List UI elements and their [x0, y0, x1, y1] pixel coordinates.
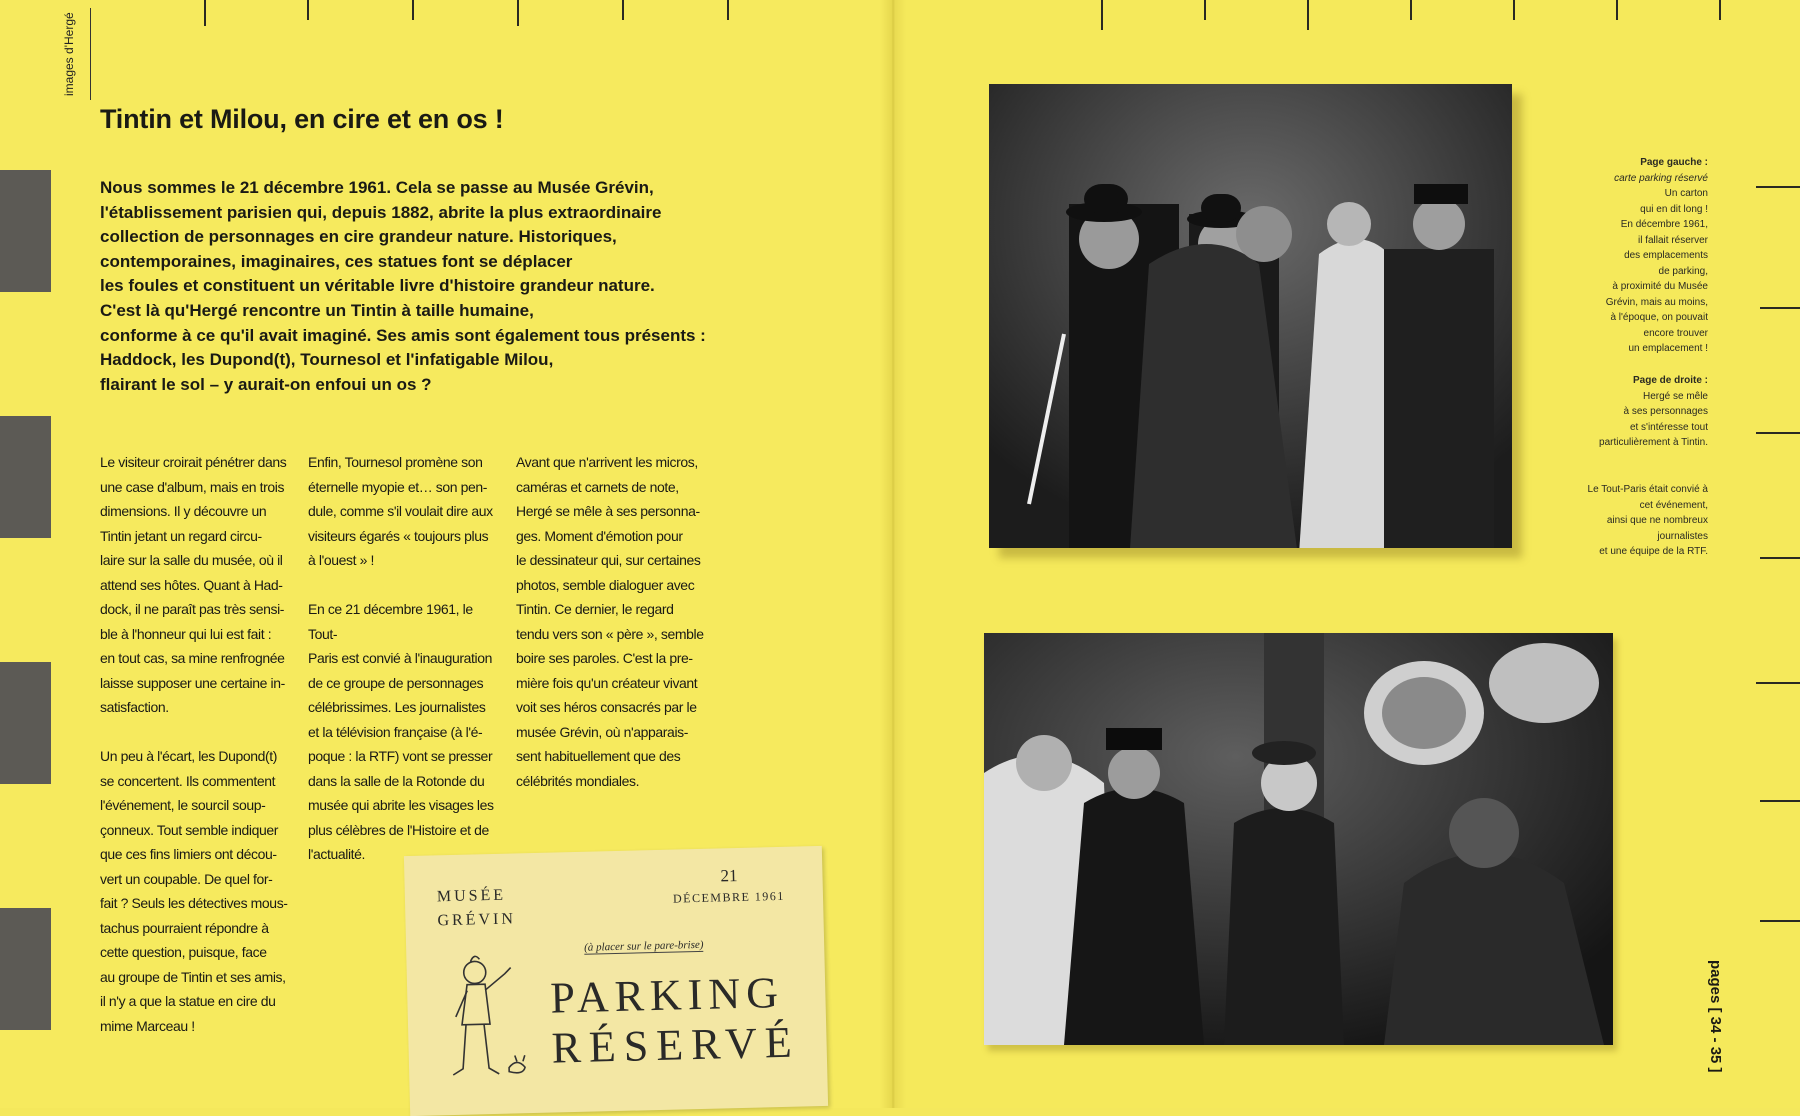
paragraph: Enfin, Tournesol promène son éternelle myopie et… son pen- dule, comme s'il voulait dire aux visiteurs égarés « toujours plus à l'ouest » !: [308, 454, 493, 568]
article-title: Tintin et Milou, en cire et en os !: [100, 104, 504, 134]
thumb-tab: [0, 908, 51, 1030]
ticket-day: 21: [720, 866, 738, 886]
margin-tick: [1760, 307, 1800, 309]
crop-tick: [412, 0, 414, 20]
body-column-2: [308, 450, 503, 867]
body-column-3: [516, 450, 712, 793]
crop-tick: [517, 0, 519, 26]
ticket-month-year: DÉCEMBRE 1961: [672, 888, 785, 906]
caption-text: Hergé se mêle à ses personnages et s'intéresse tout particulièrement à Tintin.: [1599, 390, 1708, 448]
article-lead: Nous sommes le 21 décembre 1961. Cela se passe au Musée Grévin, l'établissement parisien qui, depuis 1882, abrite la plus extraordinaire collection de personnages en cire grandeur nature. Historiques, contemporaines, imaginaires, ces statues font se déplacer les foules et constituent un véritable livre d'histoire grandeur nature. C'est là qu'Hergé rencontre un Tintin à taille humaine, conforme à ce qu'il avait imaginé. Ses amis sont également tous présents : Haddock, les Dupond(t), Tournesol et l'infatigable Milou, flairant le sol – y aurait-on enfoui un os ?: [100, 178, 706, 394]
ticket-museum-name: MUSÉE GRÉVIN: [436, 886, 517, 930]
margin-tick: [1756, 432, 1800, 434]
margin-tick: [1756, 682, 1800, 684]
paragraph: Un peu à l'écart, les Dupond(t) se concertent. Ils commentent l'événement, le sourcil soup- çonneux. Tout semble indiquer que ces fins limiers ont décou- vert un coupable. De quel for- fait ? Seuls les détectives mous- tachus pourraient répondre à cette question, puisque, face au groupe de Tintin et ses amis, il n'y a que la statue en cire du mime Marceau !: [100, 748, 288, 1034]
paragraph: Avant que n'arrivent les micros, caméras et carnets de note, Hergé se mêle à ses personna- ges. Moment d'émotion pour le dessinateur qui, sur certaines photos, semble dialoguer avec Tintin. Ce dernier, le regard tendu vers son « père », semble boire ses paroles. C'est la pre- mière fois qu'un créateur vivant voit ses héros consacrés par le musée Grévin, où n'apparais- sent habituellement que des célébrités mondiales.: [516, 454, 704, 789]
paragraph: En ce 21 décembre 1961, le Tout- Paris est convié à l'inauguration de ce groupe de personnages célébrissimes. Les journalistes et la télévision française (à l'é- poque : la RTF) vont se presser dans la salle de la Rotonde du musée qui abrite les visages les plus célèbres de l'Histoire et de l'actualité.: [308, 601, 494, 862]
photo-herge-with-wax-figures: [989, 84, 1512, 548]
running-head-label: images d'Hergé: [62, 12, 76, 96]
caption-extra: [1588, 482, 1708, 560]
margin-tick: [1760, 800, 1800, 802]
crop-tick: [1307, 0, 1309, 30]
caption-subject: carte parking réservé: [1614, 172, 1708, 184]
crop-tick: [204, 0, 206, 26]
thumb-tab: [0, 662, 51, 784]
caption-text: Un carton qui en dit long ! En décembre 1961, il fallait réserver des emplacements de parking, à proximité du Musée Grévin, mais au moins, à l'époque, on pouvait encore trouver un emplacement !: [1605, 188, 1708, 354]
photo-image: [989, 84, 1512, 548]
margin-tick: [1760, 920, 1800, 922]
crop-tick: [727, 0, 729, 20]
caption-heading: Page gauche :: [1640, 157, 1708, 168]
page-numbers: [1702, 960, 1732, 1073]
photo-press-cameras: [984, 633, 1613, 1045]
thumb-tab: [0, 416, 51, 538]
crop-tick: [1410, 0, 1412, 20]
photo-image: [984, 633, 1613, 1045]
crop-tick: [1204, 0, 1206, 20]
ticket-title-line1: PARKING: [549, 967, 785, 1023]
crop-tick: [1616, 0, 1618, 20]
crop-tick: [1101, 0, 1103, 30]
tintin-drawing-icon: [436, 949, 539, 1091]
caption-heading: Page de droite :: [1632, 375, 1708, 386]
crop-tick: [1719, 0, 1721, 20]
caption-left-page: [1606, 155, 1708, 357]
paragraph: Le visiteur croirait pénétrer dans une case d'album, mais en trois dimensions. Il y découvre un Tintin jetant un regard circu- laire sur la salle du musée, où il attend ses hôtes. Quant à Had- dock, il ne paraît pas très sensi- ble à l'honneur qui lui est fait : en tout cas, sa mine renfrognée laisse supposer une certaine in- satisfaction.: [100, 454, 287, 715]
page-numbers-label: pages [ 34 - 35 ]: [1707, 960, 1724, 1073]
crop-tick: [307, 0, 309, 20]
margin-tick: [1760, 557, 1800, 559]
margin-tick: [1756, 186, 1800, 188]
ticket-title-line2: RÉSERVÉ: [551, 1017, 801, 1073]
running-head-rule: [90, 8, 91, 100]
running-head: [62, 8, 96, 98]
ticket-placement-note: (à placer sur le pare-brise): [584, 938, 704, 954]
crop-tick: [1513, 0, 1515, 20]
parking-ticket: [404, 846, 828, 1116]
book-gutter: [880, 0, 906, 1108]
crop-tick: [622, 0, 624, 20]
caption-text: Le Tout-Paris était convié à cet événement, ainsi que ne nombreux journalistes et une équipe de la RTF.: [1587, 484, 1708, 557]
thumb-tab: [0, 170, 51, 292]
caption-right-page: [1599, 373, 1708, 451]
body-column-1: [100, 450, 300, 1038]
